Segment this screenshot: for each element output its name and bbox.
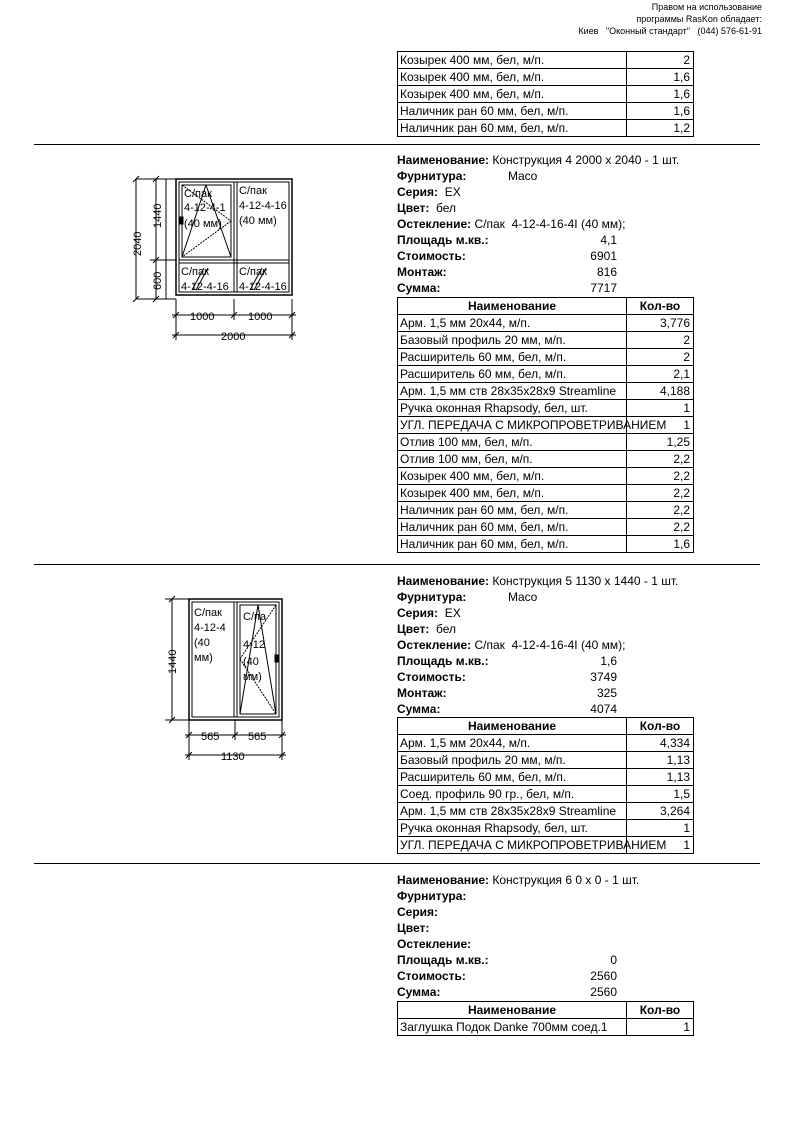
item-name: Козырек 400 мм, бел, м/п.	[398, 69, 627, 86]
item-qty: 1,13	[627, 769, 694, 786]
item-qty: 2	[627, 349, 694, 366]
label-series: Серия:	[397, 905, 439, 919]
c4-p2-line3: (40 мм)	[239, 215, 277, 227]
c4-dim-width-right: 1000	[248, 311, 273, 323]
construction-5-info	[397, 573, 697, 717]
col-name-header: Наименование	[398, 1002, 627, 1019]
c4-dim-height-total: 2040	[132, 231, 144, 256]
item-name: Расширитель 60 мм, бел, м/п.	[398, 769, 627, 786]
c4-p1-line1: С/пак	[184, 188, 212, 200]
item-name: Козырек 400 мм, бел, м/п.	[398, 86, 627, 103]
item-qty: 1,6	[627, 103, 694, 120]
item-qty: 1	[627, 1019, 694, 1036]
label-area: Площадь м.кв.:	[397, 233, 489, 247]
c5-fittings: Maco	[508, 590, 538, 604]
table-row	[398, 519, 694, 536]
table-row	[398, 752, 694, 769]
c4-name: Конструкция 4 2000 x 2040 - 1 шт.	[492, 153, 680, 167]
item-qty: 1,5	[627, 786, 694, 803]
section-divider	[34, 863, 760, 864]
table-row	[398, 803, 694, 820]
c6-name: Конструкция 6 0 x 0 - 1 шт.	[492, 873, 640, 887]
item-qty: 2	[627, 52, 694, 69]
item-name: Арм. 1,5 мм 20x44, м/п.	[398, 315, 627, 332]
item-qty: 1,25	[627, 434, 694, 451]
item-qty: 3,264	[627, 803, 694, 820]
item-qty: 2,2	[627, 451, 694, 468]
item-name: Наличник ран 60 мм, бел, м/п.	[398, 502, 627, 519]
item-qty: 2,2	[627, 519, 694, 536]
col-name-header: Наименование	[398, 298, 627, 315]
label-glazing: Остекление:	[397, 217, 472, 231]
label-sum: Сумма:	[397, 985, 441, 999]
c4-fittings: Maco	[508, 169, 538, 183]
c6-sum: 2560	[590, 985, 617, 999]
c4-mount: 816	[596, 265, 617, 279]
c4-series: EX	[444, 185, 461, 199]
table-row	[398, 769, 694, 786]
c4-area: 4,1	[600, 233, 617, 247]
table-row	[398, 837, 694, 854]
top-items-table	[397, 51, 694, 137]
item-name: Соед. профиль 90 гр., бел, м/п.	[398, 786, 627, 803]
table-row	[398, 103, 694, 120]
c5-p1-line4: мм)	[194, 652, 213, 664]
label-name: Наименование:	[397, 153, 490, 167]
c5-p1-line2: 4-12-4	[194, 622, 226, 634]
label-glazing: Остекление:	[397, 937, 472, 951]
item-name: Наличник ран 60 мм, бел, м/п.	[398, 519, 627, 536]
item-qty: 1	[627, 837, 694, 854]
label-name: Наименование:	[397, 873, 490, 887]
item-name: Наличник ран 60 мм, бел, м/п.	[398, 120, 627, 137]
c6-cost: 2560	[590, 969, 617, 983]
item-name: Козырек 400 мм, бел, м/п.	[398, 485, 627, 502]
table-row	[398, 786, 694, 803]
label-cost: Стоимость:	[397, 670, 466, 684]
label-color: Цвет:	[397, 921, 430, 935]
item-qty: 1,6	[627, 86, 694, 103]
item-name: Отлив 100 мм, бел, м/п.	[398, 451, 627, 468]
c4-p4-line1: С/пак	[239, 266, 267, 278]
col-name-header: Наименование	[398, 718, 627, 735]
item-qty: 2,2	[627, 485, 694, 502]
c4-p3-line2: 4-12-4-16	[181, 281, 229, 293]
table-row	[398, 536, 694, 553]
item-qty: 1	[627, 417, 694, 434]
c4-sum: 7717	[590, 281, 617, 295]
item-qty: 1,13	[627, 752, 694, 769]
item-name: Козырек 400 мм, бел, м/п.	[398, 468, 627, 485]
construction-4-info	[397, 152, 697, 296]
label-fittings: Фурнитура:	[397, 590, 467, 604]
col-qty-header: Кол-во	[627, 718, 694, 735]
table-row	[398, 400, 694, 417]
item-name: Расширитель 60 мм, бел, м/п.	[398, 349, 627, 366]
c5-p2-line3: (40	[243, 656, 259, 668]
c4-color: бел	[436, 201, 457, 215]
table-row	[398, 366, 694, 383]
c4-dim-width-total: 2000	[221, 331, 246, 343]
item-name: Отлив 100 мм, бел, м/п.	[398, 434, 627, 451]
label-area: Площадь м.кв.:	[397, 953, 489, 967]
label-cost: Стоимость:	[397, 249, 466, 263]
item-name: Базовый профиль 20 мм, м/п.	[398, 752, 627, 769]
item-qty: 2,2	[627, 468, 694, 485]
col-qty-header: Кол-во	[627, 298, 694, 315]
license-line-3: Киев "Оконный стандарт" (044) 576-61-91	[578, 26, 762, 36]
item-name: Базовый профиль 20 мм, м/п.	[398, 332, 627, 349]
c5-sum: 4074	[590, 702, 617, 716]
table-row	[398, 485, 694, 502]
label-glazing: Остекление:	[397, 638, 472, 652]
item-name: Арм. 1,5 мм 20x44, м/п.	[398, 735, 627, 752]
table-row	[398, 1019, 694, 1036]
license-header	[578, 1, 762, 37]
label-series: Серия:	[397, 606, 439, 620]
construction-4-table	[397, 297, 694, 553]
license-line-2: программы RasKon обладает:	[636, 14, 762, 24]
item-name: УГЛ. ПЕРЕДАЧА С МИКРОПРОВЕТРИВАНИЕМ	[398, 417, 627, 434]
c5-series: EX	[444, 606, 461, 620]
table-row	[398, 86, 694, 103]
item-qty: 3,776	[627, 315, 694, 332]
table-row	[398, 383, 694, 400]
label-color: Цвет:	[397, 622, 430, 636]
col-qty-header: Кол-во	[627, 1002, 694, 1019]
label-color: Цвет:	[397, 201, 430, 215]
label-area: Площадь м.кв.:	[397, 654, 489, 668]
table-row	[398, 434, 694, 451]
c5-dim-width-right: 565	[248, 731, 267, 743]
c4-p1-line2: 4-12-4-1	[184, 202, 226, 214]
item-name: Ручка оконная Rhapsody, бел, шт.	[398, 820, 627, 837]
item-name: Расширитель 60 мм, бел, м/п.	[398, 366, 627, 383]
item-name: Заглушка Подок Danke 700мм соед.1	[398, 1019, 627, 1036]
section-divider	[34, 144, 760, 145]
item-qty: 4,334	[627, 735, 694, 752]
c4-glazing: С/пак 4-12-4-16-4I (40 мм);	[474, 217, 626, 231]
label-fittings: Фурнитура:	[397, 169, 467, 183]
c5-name: Конструкция 5 1130 x 1440 - 1 шт.	[492, 574, 679, 588]
c5-p1-line3: (40	[194, 637, 210, 649]
c4-p4-line2: 4-12-4-16	[239, 281, 287, 293]
table-row	[398, 820, 694, 837]
item-qty: 1,2	[627, 120, 694, 137]
item-name: Арм. 1,5 мм ств 28x35x28x9 Streamline	[398, 383, 627, 400]
c5-p2-line4: мм)	[243, 671, 262, 683]
item-name: Ручка оконная Rhapsody, бел, шт.	[398, 400, 627, 417]
table-row	[398, 468, 694, 485]
table-row	[398, 349, 694, 366]
label-cost: Стоимость:	[397, 969, 466, 983]
c5-dim-height: 1440	[167, 649, 179, 674]
license-line-1: Правом на использование	[651, 2, 762, 12]
table-row	[398, 120, 694, 137]
c5-dim-width-total: 1130	[221, 751, 245, 763]
c5-color: бел	[436, 622, 457, 636]
table-row	[398, 451, 694, 468]
table-row	[398, 315, 694, 332]
c4-p1-line3: (40 мм)	[184, 218, 222, 230]
c5-glazing: С/пак 4-12-4-16-4I (40 мм);	[474, 638, 626, 652]
table-row	[398, 69, 694, 86]
section-divider	[34, 564, 760, 565]
c4-p3-line1: С/пак	[181, 266, 209, 278]
c4-p2-line2: 4-12-4-16	[239, 200, 287, 212]
table-row	[398, 417, 694, 434]
c5-cost: 3749	[590, 670, 617, 684]
item-name: Наличник ран 60 мм, бел, м/п.	[398, 536, 627, 553]
c4-dim-height-bottom: 600	[152, 271, 164, 290]
c6-area: 0	[610, 953, 617, 967]
c5-p2-line2: 4-12	[243, 639, 266, 651]
c4-dim-width-left: 1000	[190, 311, 215, 323]
c5-mount: 325	[596, 686, 617, 700]
c5-dim-width-left: 565	[201, 731, 220, 743]
item-qty: 1,6	[627, 69, 694, 86]
item-qty: 2,2	[627, 502, 694, 519]
table-row	[398, 502, 694, 519]
construction-6-info	[397, 872, 697, 1000]
item-name: Арм. 1,5 мм ств 28x35x28x9 Streamline	[398, 803, 627, 820]
item-qty: 1,6	[627, 536, 694, 553]
c5-p2-line1: С/па	[243, 611, 267, 623]
label-mount: Монтаж:	[397, 686, 447, 700]
item-name: Козырек 400 мм, бел, м/п.	[398, 52, 627, 69]
item-name: Наличник ран 60 мм, бел, м/п.	[398, 103, 627, 120]
item-qty: 4,188	[627, 383, 694, 400]
label-series: Серия:	[397, 185, 439, 199]
c5-area: 1,6	[600, 654, 617, 668]
label-name: Наименование:	[397, 574, 490, 588]
label-sum: Сумма:	[397, 281, 441, 295]
table-row	[398, 332, 694, 349]
label-fittings: Фурнитура:	[397, 889, 467, 903]
c4-cost: 6901	[590, 249, 617, 263]
c4-dim-height-top: 1440	[152, 203, 164, 228]
c5-p1-line1: С/пак	[194, 607, 222, 619]
label-sum: Сумма:	[397, 702, 441, 716]
construction-5-table	[397, 717, 694, 854]
item-name: УГЛ. ПЕРЕДАЧА С МИКРОПРОВЕТРИВАНИЕМ	[398, 837, 627, 854]
c4-p2-line1: С/пак	[239, 185, 267, 197]
table-row	[398, 735, 694, 752]
item-qty: 1	[627, 400, 694, 417]
construction-6-table	[397, 1001, 694, 1036]
item-qty: 1	[627, 820, 694, 837]
table-row	[398, 52, 694, 69]
item-qty: 2	[627, 332, 694, 349]
label-mount: Монтаж:	[397, 265, 447, 279]
item-qty: 2,1	[627, 366, 694, 383]
